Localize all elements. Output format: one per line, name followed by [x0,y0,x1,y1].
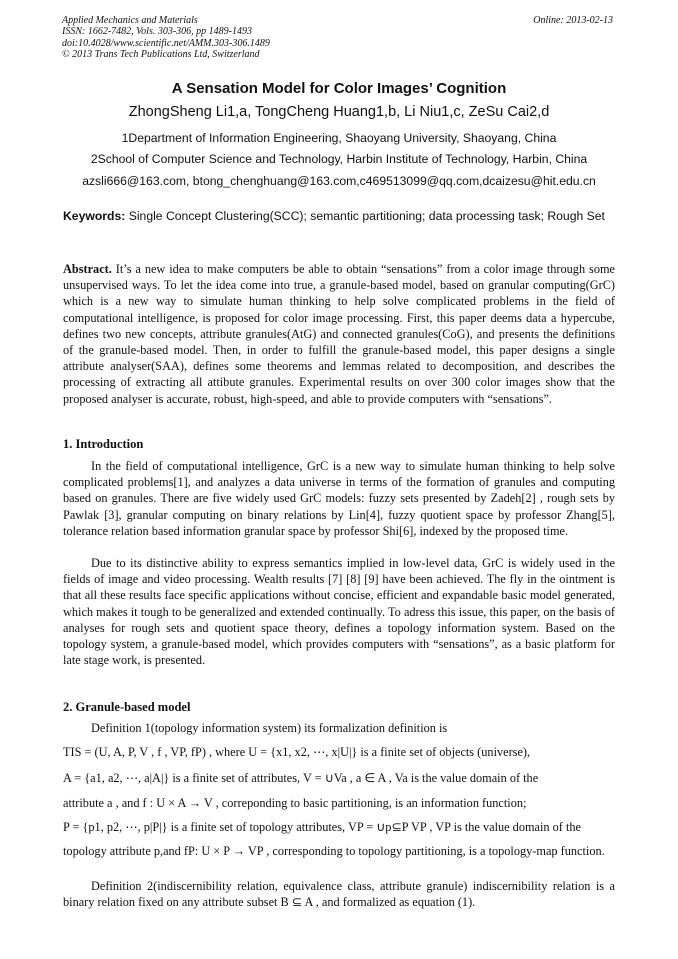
definition-1-line-1: Definition 1(topology information system) its formalization definition is [91,721,448,735]
author-list: ZhongSheng Li1,a, TongCheng Huang1,b, Li Niu1,c, ZeSu Cai2,d [128,104,550,120]
definition-1-line-2: TIS = (U, A, P, V , f , VP, fP) , where U = {x1, x2, ⋯, x|U|} is a finite set of objects (universe), [63,745,531,759]
keywords-text: Single Concept Clustering(SCC); semantic partitioning; data processing task; Rough Set [128,209,605,223]
online-date: Online: 2013-02-13 [533,15,613,26]
keywords-label: Keywords: [63,209,126,223]
definition-1-line-3: A = {a1, a2, ⋯, a|A|} is a finite set of attributes, V = ∪Va , a ∈ A , Va is the value domain of the [63,771,539,785]
abstract [63,261,615,407]
intro-paragraph-1: In the field of computational intelligence, GrC is a new way to simulate human thinking to help solve complicated problems[1], and analyzes a data universe in terms of the formation of granules and computing based on granules. There are five widely used GrC models: fuzzy sets presented by Zadeh[2] , rough sets by Pawlak [3], granular computing on binary relations by Lin[4], fuzzy quotient space by professor Zhang[5], tolerance relation based information granular space by professor Shi[6], indexed by the proposed time. [63,459,615,538]
running-header [62,15,613,61]
issn: ISSN: 1662-7482, Vols. 303-306, pp 1489-1493 [62,26,252,38]
definition-1-line-5: P = {p1, p2, ⋯, p|P|} is a finite set of topology attributes, VP = ∪p⊆P VP , VP is the value domain of the [63,820,581,834]
intro-paragraph-2: Due to its distinctive ability to express semantics implied in low-level data, GrC is widely used in the fields of image and video processing. Wealth results [7] [8] [9] have been achieved. The fly in the ointment is that all these results face specific applications without concise, efficient and expandable basic model generated, which makes it tough to be generalized and extended continually. To adress this issue, this paper, on the basis of analyses for rough sets and quotient space theory, defines a topology information system. Based on the topology system, a granule-based model, which provides computers with “sensations”, as a basic platform for late stage work, is presented. [63,556,615,668]
section-1-heading: 1. Introduction [63,437,144,451]
definition-1-line-4: attribute a , and f : U × A → V , correponding to basic partitioning, is an information function; [63,796,527,810]
journal-name: Applied Mechanics and Materials [62,15,198,26]
definition-2: Definition 2(indiscernibility relation, equivalence class, attribute granule) indiscernibility relation is a binary relation fixed on any attribute subset B ⊆ A , and formalized as equation (1). [63,879,615,910]
affiliation-2: 2School of Computer Science and Technology, Harbin Institute of Technology, Harbin, China [90,152,588,166]
affiliation-1: 1Department of Information Engineering, Shaoyang University, Shaoyang, China [121,131,557,145]
author-emails: azsli666@163.com, btong_chenghuang@163.com,c469513099@qq.com,dcaizesu@hit.edu.cn [82,174,596,188]
copyright: © 2013 Trans Tech Publications Ltd, Switzerland [62,49,260,61]
abstract-label: Abstract. [63,262,112,276]
definition-1-line-6: topology attribute p,and fP: U × P → VP , corresponding to topology partitioning, is a topology-map function. [63,844,605,858]
paper-title: A Sensation Model for Color Images’ Cognition [171,80,507,97]
abstract-text: It’s a new idea to make computers be able to obtain “sensations” from a color image through some unsupervised ways. To let the idea come into true, a granule-based model, based on granular computing(GrC) which is a new way to simulate human thinking to help solve complicated problems in the field of computational intelligence, is proposed for color image processing. First, this paper deems data a hypercube, defines two new concepts, attribute granules(AtG) and connected granules(CoG), and presents the definitions of the granule-based model. Then, in order to fulfill the granule-based model, this paper designs a single attribute analyser(SAA), defines some theorems and lemmas related to decomposition, and describes the processing of extracting all attibute granules. Experimental results on over 300 color images show that the proposed analyser is accurate, robust, high-speed, and able to provide computers with “sensations”. [63,262,615,406]
section-2-heading: 2. Granule-based model [63,700,191,714]
keywords-block [63,208,615,224]
doi: doi:10.4028/www.scientific.net/AMM.303-306.1489 [62,37,270,49]
